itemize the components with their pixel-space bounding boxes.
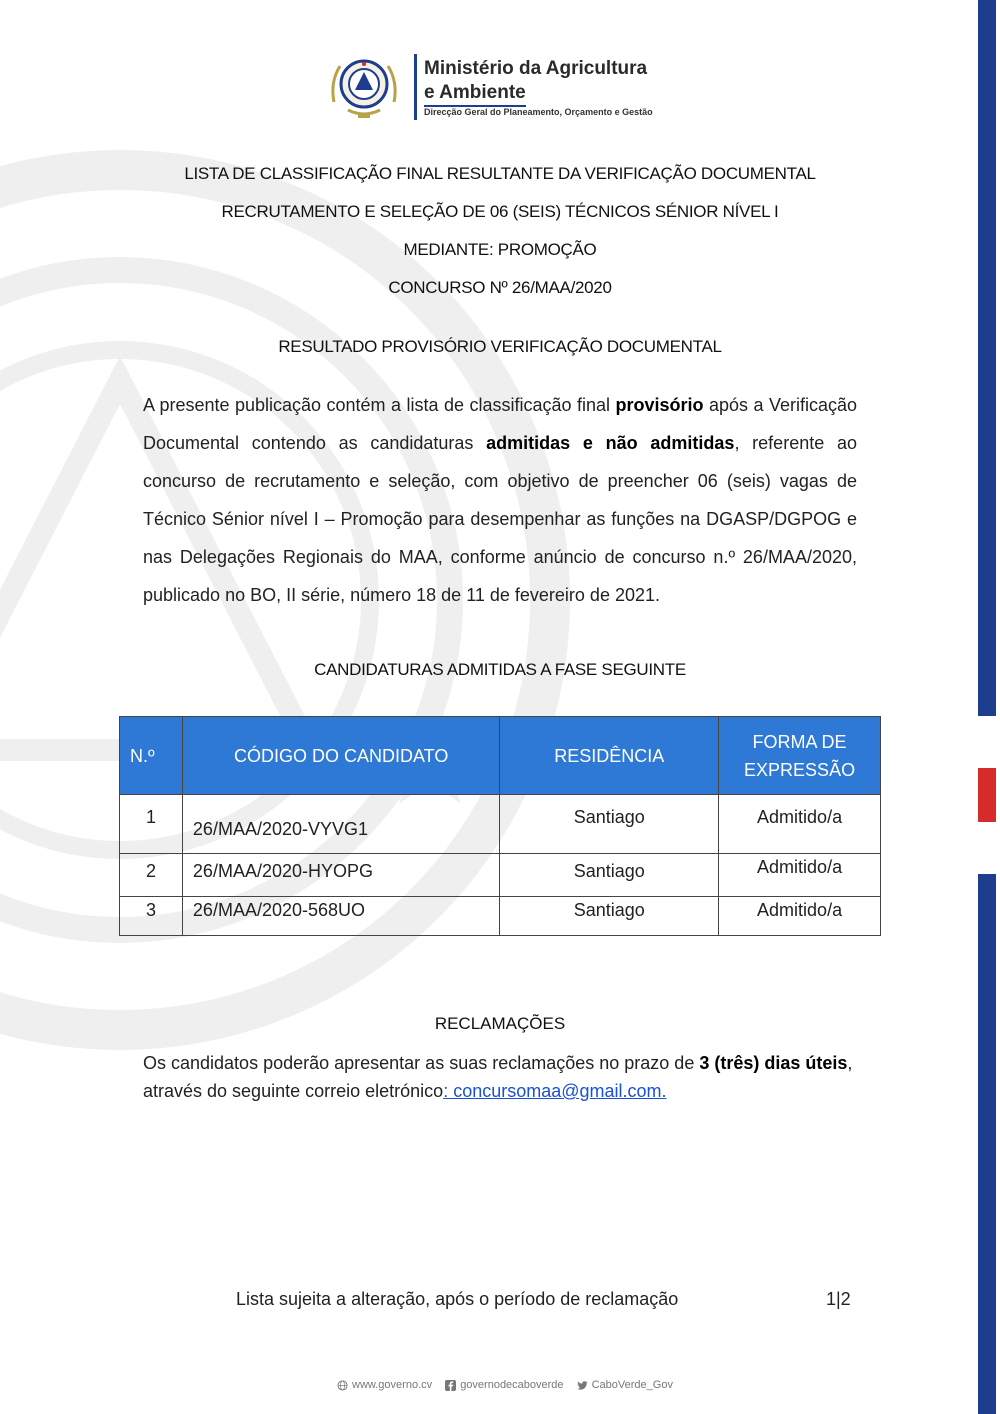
complaints-text-2: , através do seguinte correio eletrónico: [143, 1053, 853, 1101]
ministry-name-line1: Ministério da Agricultura: [424, 58, 648, 79]
header-expression-form: [719, 717, 881, 795]
cell-candidate-code: 26/MAA/2020-568UO: [182, 897, 499, 936]
table-header-row: [120, 717, 881, 795]
cell-number: 2: [120, 854, 183, 897]
ministry-logo: [326, 52, 686, 122]
facebook-icon: [445, 1380, 456, 1391]
cell-number: 1: [120, 795, 183, 854]
result-title: RESULTADO PROVISÓRIO VERIFICAÇÃO DOCUMENTAL: [278, 337, 722, 356]
cell-status: Admitido/a: [719, 897, 881, 936]
twitter-link[interactable]: CaboVerde_Gov: [591, 1379, 673, 1392]
candidates-table: [119, 716, 881, 936]
paragraph-bold-1: provisório: [615, 395, 704, 415]
cell-residence: Santiago: [500, 795, 719, 854]
header-number: N.º: [120, 717, 183, 795]
table-title: CANDIDATURAS ADMITIDAS A FASE SEGUINTE: [314, 660, 686, 679]
facebook-link[interactable]: governodecaboverde: [460, 1379, 564, 1392]
complaints-title: RECLAMAÇÕES: [434, 1014, 566, 1033]
title-line-1: LISTA DE CLASSIFICAÇÃO FINAL RESULTANTE DA VERIFICAÇÃO DOCUMENTAL: [184, 164, 816, 183]
paragraph-text-3: , referente ao concurso de recrutamento e seleção, com objetivo de preencher 06 (seis) vagas de Técnico Sénior nível I – Promoção para desempenhar as funções na DGASP/DGPOG e nas Delegações Regionais do MAA, conforme anúncio de concurso n.º 26/MAA/2020, publicado no BO, II série, número 18 de 11 de fevereiro de 2021.: [143, 433, 857, 605]
ministry-directorate: Direcção Geral do Planeamento, Orçamento e Gestão: [424, 107, 653, 117]
paragraph-text-2: após a Verificação Documental contendo as candidaturas: [143, 395, 857, 453]
email-link[interactable]: : concursomaa@gmail.com.: [443, 1081, 667, 1101]
social-links: [0, 1379, 1000, 1391]
edge-stripe-red: [978, 768, 996, 822]
title-line-4: CONCURSO Nº 26/MAA/2020: [388, 278, 612, 297]
ministry-name-line2: e Ambiente: [424, 82, 526, 107]
paragraph-text-1: A presente publicação contém a lista de classificação final: [143, 395, 616, 415]
globe-icon: [337, 1380, 348, 1391]
header-residence: RESIDÊNCIA: [500, 717, 719, 795]
header-candidate-code: CÓDIGO DO CANDIDATO: [182, 717, 499, 795]
page-number: 1|2: [826, 1289, 851, 1309]
complaints-text-1: Os candidatos poderão apresentar as suas reclamações no prazo de: [143, 1053, 700, 1073]
cell-candidate-code: 26/MAA/2020-VYVG1: [182, 795, 499, 854]
title-line-2: RECRUTAMENTO E SELEÇÃO DE 06 (SEIS) TÉCNICOS SÉNIOR NÍVEL I: [221, 202, 779, 221]
complaints-deadline: 3 (três) dias úteis: [699, 1053, 848, 1073]
twitter-icon: [577, 1380, 588, 1391]
edge-stripe-blue-bottom: [978, 874, 996, 1414]
edge-stripe-blue-top: [978, 0, 996, 716]
table-row: [120, 897, 881, 936]
title-line-3: MEDIANTE: PROMOÇÃO: [403, 240, 597, 259]
intro-paragraph: [143, 386, 857, 614]
complaints-paragraph: [143, 1049, 873, 1105]
cell-residence: Santiago: [500, 854, 719, 897]
cell-status: Admitido/a: [719, 854, 881, 897]
header-expression-form-line1: FORMA DE: [752, 731, 847, 752]
footer-note: Lista sujeita a alteração, após o período de reclamação: [236, 1289, 679, 1309]
cell-candidate-code: 26/MAA/2020-HYOPG: [182, 854, 499, 897]
paragraph-bold-2: admitidas e não admitidas: [486, 433, 735, 453]
header-expression-form-line2: EXPRESSÃO: [744, 759, 856, 780]
cell-number: 3: [120, 897, 183, 936]
cell-residence: Santiago: [500, 897, 719, 936]
cell-status: Admitido/a: [719, 795, 881, 854]
coat-of-arms-icon: [326, 52, 402, 122]
logo-divider: [414, 54, 417, 120]
website-link[interactable]: www.governo.cv: [352, 1379, 433, 1392]
table-row: [120, 854, 881, 897]
table-row: [120, 795, 881, 854]
